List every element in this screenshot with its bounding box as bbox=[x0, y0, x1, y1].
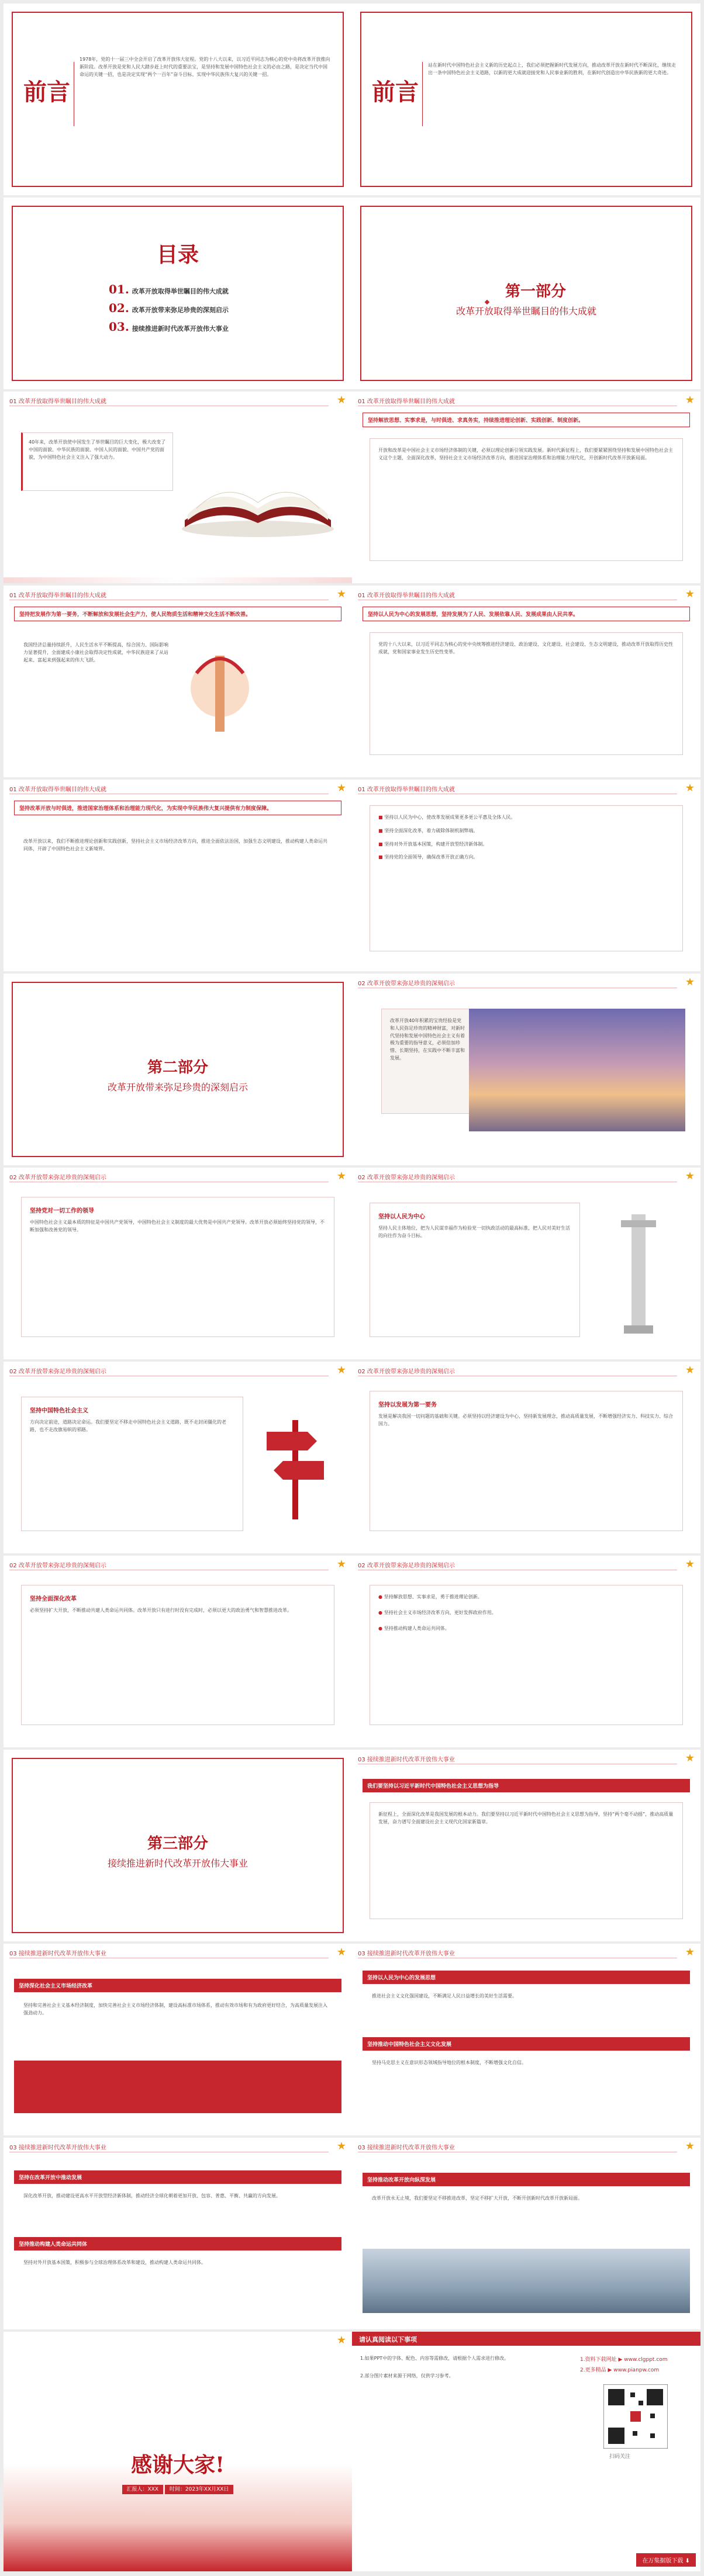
download-button[interactable]: 在万集据版下载 ⬇ bbox=[636, 2553, 696, 2567]
highlight-band: 坚持以人民为中心的发展思想 bbox=[363, 1971, 690, 1984]
text-card: 坚持以人民为中心 坚持人民主体地位，把为人民谋幸福作为检验党一切执政活动的最高标准，把人民对美好生活的向往作为奋斗目标。 bbox=[370, 1203, 580, 1337]
star-icon: ★ bbox=[685, 782, 695, 794]
card-heading: 坚持以人民为中心 bbox=[378, 1214, 425, 1220]
part-title: 接续推进新时代改革开放伟大事业 bbox=[107, 1858, 248, 1869]
slide-part2 bbox=[4, 974, 352, 1165]
highlight-band: 我们要坚持以习近平新时代中国特色社会主义思想为指导 bbox=[363, 1779, 690, 1792]
slide-caption: 03 接续推进新时代改革开放伟大事业 bbox=[358, 1951, 455, 1957]
slide-insight-intro bbox=[352, 974, 700, 1165]
text-card: 坚持全面深化改革 必须坚持扩大开放，不断推动共建人类命运共同体。改革开放只有进行时没有完成时，必须以更大的政治勇气和智慧推进改革。 bbox=[21, 1585, 334, 1725]
text-card: 40年来，改革开放使中国发生了举世瞩目的巨大变化，极大改变了中国的面貌、中华民族的面貌、中国人民的面貌、中国共产党的面貌，为中国特色社会主义注入了强大动力。 bbox=[21, 432, 173, 491]
slide-future-5 bbox=[352, 2138, 700, 2329]
points-card bbox=[370, 1585, 683, 1725]
slide-insight-1 bbox=[4, 1168, 352, 1359]
slide-achievement-4 bbox=[4, 780, 352, 971]
star-icon: ★ bbox=[685, 394, 695, 406]
mountain-image bbox=[363, 2249, 690, 2313]
list-item: ● 坚持社会主义市场经济改革方向，更好发挥政府作用。 bbox=[378, 1609, 496, 1615]
preface-text: 1978年，党的十一届三中全会开启了改革开放伟大征程。党的十八大以来，以习近平同志为核心的党中央将改革开放推向新阶段。改革开放是党和人民大踏步赶上时代的重要法宝，是坚持和发展中国特色社会主义的必由之路，是决定当代中国命运的关键一招，也是决定实现“两个一百年”奋斗目标、实现中华民族伟大复兴的关键一招。 bbox=[80, 57, 330, 77]
preface-title: 前言 bbox=[23, 78, 70, 106]
star-icon: ★ bbox=[685, 2140, 695, 2152]
slide-thanks bbox=[4, 2332, 352, 2571]
text-card: 新征程上，全面深化改革是我国发展的根本动力。我们要坚持以习近平新时代中国特色社会主义思想为指导，坚持“两个毫不动摇”，推动高质量发展，奋力谱写全面建设社会主义现代化国家新篇章。 bbox=[370, 1802, 683, 1919]
card-heading: 坚持党对一切工作的领导 bbox=[30, 1208, 94, 1214]
slide-preface-right bbox=[352, 4, 700, 195]
slide-caption: 03 接续推进新时代改革开放伟大事业 bbox=[9, 1951, 106, 1957]
body-text: 深化改革开放，推动建设更高水平开放型经济新体制，推动经济全球化朝着更加开放、包容、普惠、平衡、共赢的方向发展。 bbox=[23, 2193, 281, 2198]
star-icon: ★ bbox=[336, 1364, 346, 1376]
slide-caption: 02 改革开放带来弥足珍贵的深刻启示 bbox=[358, 981, 455, 987]
notice-header: 请认真阅读以下事项 bbox=[352, 2332, 700, 2346]
star-icon: ★ bbox=[685, 1752, 695, 1764]
preface-title: 前言 bbox=[372, 78, 419, 106]
slide-caption: 02 改革开放带来弥足珍贵的深刻启示 bbox=[9, 1563, 106, 1569]
preface-text: 站在新时代中国特色社会主义新的历史起点上，我们必须把握新时代发展方向，推动改革开放在新时代不断深化，继续走出一条中国特色社会主义道路，以新的更大成就迎接党和人民事业新的胜利，在新时代创造出中华民族新的更大奇迹。 bbox=[428, 63, 676, 75]
slide-caption: 01 改革开放取得举世瞩目的伟大成就 bbox=[9, 787, 106, 793]
star-icon: ★ bbox=[336, 394, 346, 406]
slide-caption: 02 改革开放带来弥足珍贵的深刻启示 bbox=[358, 1175, 455, 1181]
signpost-icon bbox=[261, 1408, 331, 1525]
text-card: 坚持以发展为第一要务 发展是解决我国一切问题的基础和关键。必须坚持以经济建设为中心，坚持新发展理念，推动高质量发展，不断增强经济实力、科技实力、综合国力。 bbox=[370, 1391, 683, 1531]
slide-caption: 03 接续推进新时代改革开放伟大事业 bbox=[358, 1757, 455, 1763]
star-icon: ★ bbox=[685, 1364, 695, 1376]
thanks-title: 感谢大家! bbox=[131, 2453, 225, 2477]
body-text: 坚持对外开放基本国策，积极参与全球治理体系改革和建设，推动构建人类命运共同体。 bbox=[23, 2260, 206, 2265]
list-item: ■ 坚持全面深化改革，着力破除体制机制弊端。 bbox=[378, 827, 478, 833]
slide-caption: 02 改革开放带来弥足珍贵的深刻启示 bbox=[9, 1369, 106, 1375]
highlight-band: 坚持推动构建人类命运共同体 bbox=[14, 2237, 341, 2250]
slide-future-1 bbox=[352, 1750, 700, 1941]
highlight-band: 坚持推动改革开放向纵深发展 bbox=[363, 2173, 690, 2186]
slide-caption: 02 改革开放带来弥足珍贵的深刻启示 bbox=[358, 1369, 455, 1375]
slide-insight-6 bbox=[352, 1556, 700, 1747]
slide-achievement-3 bbox=[352, 586, 700, 777]
thanks-meta: 汇报人：XXX 时间：2023年XX月XX日 bbox=[4, 2485, 352, 2492]
part-title: 改革开放带来弥足珍贵的深刻启示 bbox=[107, 1082, 248, 1093]
star-icon: ★ bbox=[336, 1170, 346, 1182]
list-item: ■ 坚持以人民为中心，使改革发展成果更多更公平惠及全体人民。 bbox=[378, 815, 516, 820]
download-link[interactable]: 1.资料下载网址 ▶ www.clgppt.com bbox=[580, 2357, 668, 2363]
list-item: ■ 坚持对外开放基本国策，构建开放型经济新体制。 bbox=[378, 841, 488, 847]
slide-part3 bbox=[4, 1750, 352, 1941]
body-text: 推进社会主义文化强国建设，不断满足人民日益增长的美好生活需要。 bbox=[372, 1993, 517, 1999]
slide-caption: 01 改革开放取得举世瞩目的伟大成就 bbox=[358, 399, 455, 405]
slide-caption: 02 改革开放带来弥足珍贵的深刻启示 bbox=[9, 1175, 106, 1181]
highlight-band: 坚持改革开放与时俱进，推进国家治理体系和治理能力现代化，为实现中华民族伟大复兴提供有力制度保障。 bbox=[14, 801, 341, 815]
footer-decoration bbox=[4, 577, 352, 583]
toc-item[interactable]: 03. 接续推进新时代改革开放伟大事业 bbox=[109, 320, 229, 334]
part-title: 改革开放取得举世瞩目的伟大成就 bbox=[455, 306, 596, 317]
slide-achievement-intro bbox=[4, 392, 352, 583]
highlight-band: 坚持在改革开放中推动发展 bbox=[14, 2170, 341, 2184]
highlight-band: 坚持推动中国特色社会主义文化发展 bbox=[363, 2037, 690, 2051]
slide-achievement-5 bbox=[352, 780, 700, 971]
list-item: ■ 坚持党的全面领导，确保改革开放正确方向。 bbox=[378, 854, 478, 860]
text-card: 改革开放40年积累的宝贵经验是党和人民弥足珍贵的精神财富，对新时代坚持和发展中国特色社会主义有着极为重要的指导意义，必须倍加珍惜、长期坚持，在实践中不断丰富和发展。 bbox=[381, 1009, 475, 1114]
highlight-band: 坚持把发展作为第一要务，不断解放和发展社会生产力，使人民物质生活和精神文化生活不断改善。 bbox=[14, 607, 341, 621]
body-text: 坚持马克思主义在意识形态领域指导地位的根本制度，不断增强文化自信。 bbox=[372, 2060, 526, 2065]
star-icon: ★ bbox=[685, 1558, 695, 1570]
points-card bbox=[370, 805, 683, 951]
highlight-band: 坚持以人民为中心的发展思想，坚持发展为了人民、发展依靠人民、发展成果由人民共享。 bbox=[363, 607, 690, 621]
star-icon: ★ bbox=[336, 588, 346, 600]
card-heading: 坚持以发展为第一要务 bbox=[378, 1402, 437, 1408]
download-link[interactable]: 2.更多精品 ▶ www.pianpw.com bbox=[580, 2367, 660, 2373]
slide-toc bbox=[4, 198, 352, 389]
slide-insight-5 bbox=[4, 1556, 352, 1747]
slide-achievement-2 bbox=[4, 586, 352, 777]
slide-achievement-1 bbox=[352, 392, 700, 583]
slide-insight-4 bbox=[352, 1362, 700, 1553]
part-label: 第二部分 bbox=[147, 1059, 208, 1076]
toc-title: 目录 bbox=[156, 243, 199, 267]
star-icon: ★ bbox=[685, 976, 695, 988]
slide-preface-left bbox=[4, 4, 352, 195]
part-label: 第一部分 bbox=[505, 283, 567, 300]
text-card: 坚持中国特色社会主义 方向决定前途，道路决定命运。我们要坚定不移走中国特色社会主义道路，既不走封闭僵化的老路，也不走改旗易帜的邪路。 bbox=[21, 1397, 243, 1531]
notice-line: 2.部分图片素材来源于网络，仅供学习参考。 bbox=[360, 2373, 454, 2378]
star-icon: ★ bbox=[336, 1946, 346, 1958]
star-icon: ★ bbox=[685, 588, 695, 600]
star-icon: ★ bbox=[336, 782, 346, 794]
highlight-band: 坚持深化社会主义市场经济改革 bbox=[14, 1979, 341, 1992]
body-text: 改革开放永无止境，我们要坚定不移推进改革，坚定不移扩大开放，不断开创新时代改革开放新局面。 bbox=[372, 2196, 582, 2201]
notice-panel bbox=[352, 2332, 700, 2571]
slide-caption: 03 接续推进新时代改革开放伟大事业 bbox=[9, 2145, 106, 2151]
star-icon: ★ bbox=[336, 2334, 346, 2346]
slide-caption: 03 接续推进新时代改革开放伟大事业 bbox=[358, 2145, 455, 2151]
text-card: 党的十八大以来，以习近平同志为核心的党中央统筹推进经济建设、政治建设、文化建设、社会建设、生态文明建设，推动改革开放取得历史性成就，党和国家事业发生历史性变革。 bbox=[370, 632, 683, 755]
slide-insight-3 bbox=[4, 1362, 352, 1553]
slide-future-4 bbox=[4, 2138, 352, 2329]
card-heading: 坚持全面深化改革 bbox=[30, 1596, 77, 1602]
pillar-image bbox=[598, 1203, 679, 1337]
divider bbox=[422, 62, 423, 126]
slide-caption: 01 改革开放取得举世瞩目的伟大成就 bbox=[9, 399, 106, 405]
slide-caption: 01 改革开放取得举世瞩目的伟大成就 bbox=[358, 593, 455, 599]
text-card: 坚持党对一切工作的领导 中国特色社会主义最本质的特征是中国共产党领导，中国特色社会主义制度的最大优势是中国共产党领导。改革开放必须始终坚持党的领导，不断加强和改善党的领导。 bbox=[21, 1197, 334, 1337]
star-icon: ★ bbox=[685, 1170, 695, 1182]
body-text: 改革开放以来，我们不断推进理论创新和实践创新，坚持社会主义市场经济改革方向，推进全面依法治国，加强生态文明建设，推动构建人类命运共同体，开辟了中国特色社会主义新境界。 bbox=[23, 839, 327, 851]
slide-caption: 01 改革开放取得举世瞩目的伟大成就 bbox=[9, 593, 106, 599]
star-icon: ★ bbox=[336, 1558, 346, 1570]
monument-image bbox=[179, 632, 331, 743]
list-item: ● 坚持推动构建人类命运共同体。 bbox=[378, 1625, 450, 1631]
card-heading: 坚持中国特色社会主义 bbox=[30, 1408, 88, 1414]
slide-caption: 02 改革开放带来弥足珍贵的深刻启示 bbox=[358, 1563, 455, 1569]
notice-line: 1.如果PPT中的字体、配色、内容等需修改，请根据个人需求进行修改。 bbox=[360, 2356, 509, 2361]
red-block bbox=[14, 2061, 341, 2113]
toc-list bbox=[109, 282, 229, 334]
sunset-image bbox=[469, 1009, 685, 1131]
star-icon: ★ bbox=[336, 2140, 346, 2152]
toc-item[interactable]: 01. 改革开放取得举世瞩目的伟大成就 bbox=[109, 282, 229, 296]
slide-caption: 01 改革开放取得举世瞩目的伟大成就 bbox=[358, 787, 455, 793]
star-icon: ★ bbox=[685, 1946, 695, 1958]
qr-label: 扫码关注 bbox=[609, 2454, 631, 2460]
text-card: 开放和改革是中国社会主义市场经济体制的关键，必须以理论创新引领实践发展。新时代新征程上，我们要紧紧围绕坚持和发展中国特色社会主义这个主题，全面深化改革，坚持社会主义市场经济改革方向，推进国家治理体系和治理能力现代化，开创新时代改革开放新局面。 bbox=[370, 438, 683, 561]
slide-part1 bbox=[352, 198, 700, 389]
toc-item[interactable]: 02. 改革开放带来弥足珍贵的深刻启示 bbox=[109, 301, 229, 315]
qr-code-icon bbox=[603, 2384, 668, 2449]
part-label: 第三部分 bbox=[147, 1835, 208, 1853]
body-text: 我国经济总量持续跃升，人民生活水平不断提高，综合国力、国际影响力显著提升，全面建成小康社会取得决定性成就，中华民族迎来了从站起来、富起来到强起来的伟大飞跃。 bbox=[23, 642, 168, 663]
book-image bbox=[173, 427, 343, 543]
list-item: ● 坚持解放思想、实事求是，勇于推进理论创新。 bbox=[378, 1594, 482, 1599]
body-text: 坚持和完善社会主义基本经济制度，加快完善社会主义市场经济体制，建设高标准市场体系，推动有效市场和有为政府更好结合，为高质量发展注入强劲动力。 bbox=[23, 2003, 327, 2016]
slide-future-2 bbox=[4, 1944, 352, 2135]
highlight-band: 坚持解放思想、实事求是，与时俱进、求真务实，持续推进理论创新、实践创新、制度创新。 bbox=[363, 413, 690, 427]
slide-future-3 bbox=[352, 1944, 700, 2135]
slide-insight-2 bbox=[352, 1168, 700, 1359]
